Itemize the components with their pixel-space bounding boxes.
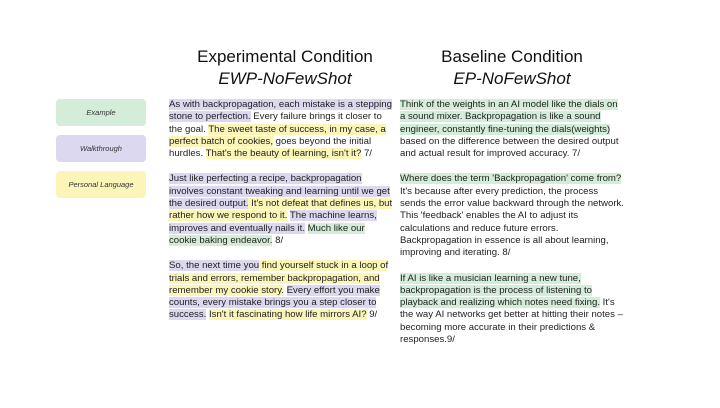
experimental-condition-header bbox=[170, 46, 400, 90]
experimental-condition-title: Experimental Condition bbox=[197, 47, 373, 66]
text-segment: 7/ bbox=[361, 148, 372, 160]
experimental-condition-subtitle: EWP-NoFewShot bbox=[218, 69, 352, 88]
text-segment: That's the beauty of learning, isn't it? bbox=[205, 148, 362, 160]
text-segment: It's not defeat that defines us, but rather how we respond to it. bbox=[169, 198, 393, 222]
baseline-condition-header bbox=[402, 46, 622, 90]
text-segment: As with backpropagation, each mistake is a stepping stone to perfection. bbox=[169, 99, 392, 123]
experimental-text-column bbox=[169, 99, 394, 335]
experimental-paragraph-2 bbox=[169, 173, 394, 247]
text-segment: 9/ bbox=[366, 309, 378, 321]
baseline-text-column bbox=[400, 99, 625, 359]
text-segment: Every effort you make counts, every mistake brings you a step closer to success. bbox=[169, 284, 380, 321]
baseline-condition-subtitle: EP-NoFewShot bbox=[453, 69, 571, 88]
text-segment: Every failure brings it closer to the goal. bbox=[169, 111, 382, 135]
text-segment: It's the way AI networks get better at hitting their notes – becoming more accurate in their predictions & responses.9/ bbox=[400, 297, 623, 346]
legend-walkthrough: Walkthrough bbox=[56, 135, 146, 162]
text-segment: Isn't it fascinating how life mirrors AI? bbox=[209, 309, 367, 321]
text-segment: The machine learns, improves and eventually nails it. bbox=[169, 210, 377, 234]
baseline-paragraph-3 bbox=[400, 273, 625, 347]
text-segment: goes beyond the initial hurdles. bbox=[169, 135, 372, 160]
text-segment: If AI is like a musician learning a new tune, backpropagation is the process of listening to playback and realizing which notes need fixing. bbox=[400, 272, 600, 309]
text-segment: Just like perfecting a recipe, backpropagation involves constant tweaking and learning until we get the desired output. bbox=[169, 173, 390, 210]
text-segment: The sweet taste of success, in my case, a perfect batch of cookies, bbox=[169, 123, 386, 147]
experimental-paragraph-1 bbox=[169, 99, 394, 160]
legend-example: Example bbox=[56, 99, 146, 126]
legend-personal-language: Personal Language bbox=[56, 171, 146, 198]
text-segment: find yourself stuck in a loop of trials and errors, remember backpropagation, and remember my cookie story. bbox=[169, 260, 389, 296]
text-segment: It's because after every prediction, the process sends the error value backward through the network. This 'feedback' enables the AI to adjust its calculations and reduce future errors. Backpropagation in essence is all about learning, improving and iterating. 8/ bbox=[400, 185, 624, 259]
text-segment: So, the next time you bbox=[169, 260, 260, 272]
text-segment: based on the difference between the desired output and actual result for improved accuracy. 7/ bbox=[400, 135, 619, 160]
text-segment: Where does the term 'Backpropagation' come from? bbox=[400, 173, 622, 185]
baseline-paragraph-1 bbox=[400, 99, 625, 160]
baseline-paragraph-2 bbox=[400, 173, 625, 259]
text-segment: Much like our cookie baking endeavor. bbox=[169, 222, 365, 246]
text-segment: Think of the weights in an AI model like the dials on a sound mixer. Backpropagation is like a sound engineer, constantly fine-tuning the dials(weights) bbox=[400, 99, 618, 135]
experimental-paragraph-3 bbox=[169, 260, 394, 321]
baseline-condition-title: Baseline Condition bbox=[441, 47, 583, 66]
text-segment: 8/ bbox=[272, 234, 284, 246]
